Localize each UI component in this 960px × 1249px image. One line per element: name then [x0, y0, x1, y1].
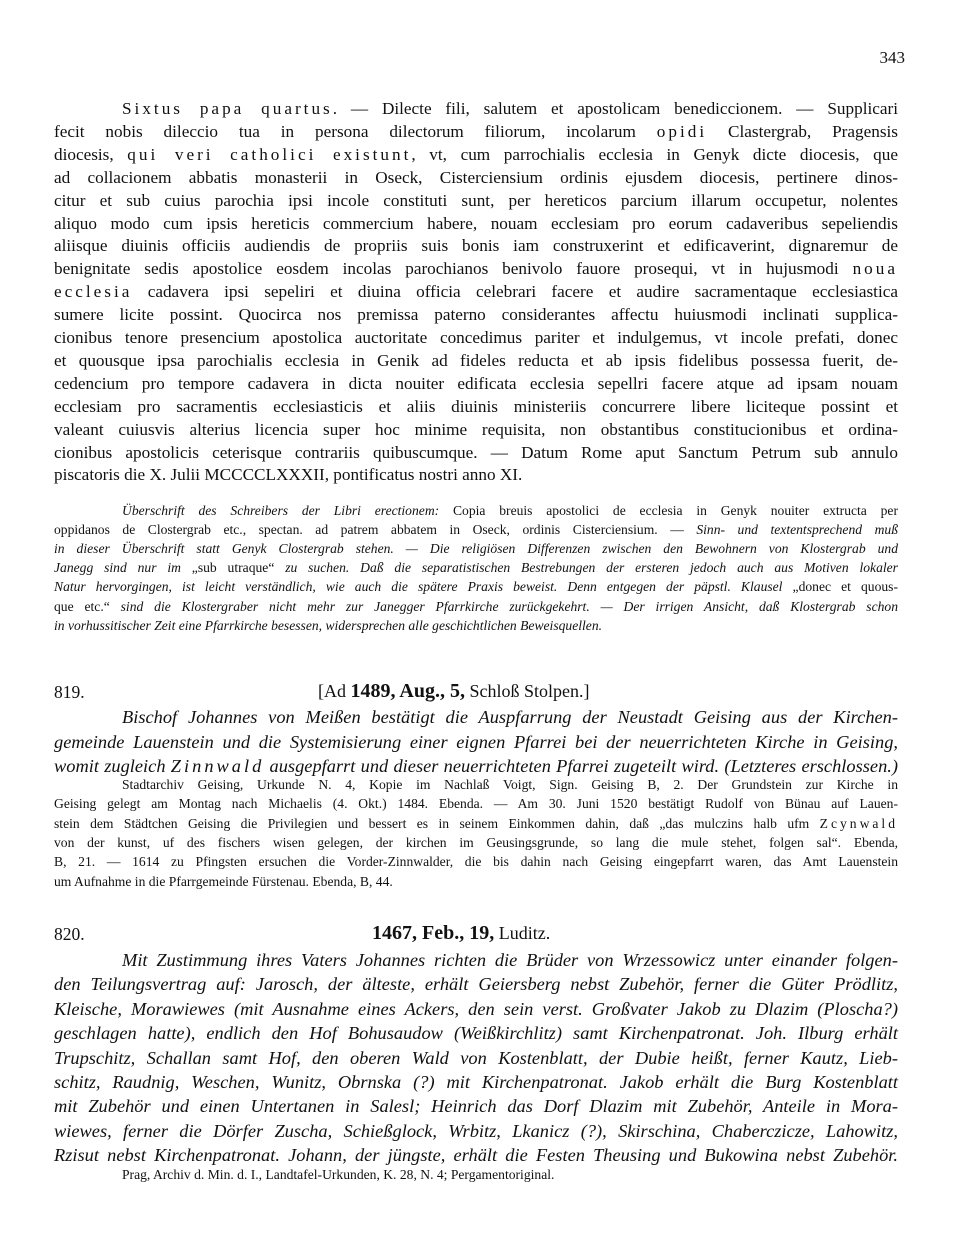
text-run: wiewes, ferner die Dörfer Zuscha, Schießglock, Wrbitz, Lkanicz (?), Skirschina, Chaberczicze, Lahowitz,	[54, 1120, 898, 1141]
text-line	[54, 282, 898, 302]
text-run: cadavera ipsi sepeliri et diuina officia celebrari facere et audire sacramentaque ecclesiastica	[132, 282, 898, 302]
note-line	[122, 503, 898, 519]
source-line	[54, 796, 898, 812]
text-run: mit Zubehör und einen Untertanen in Salesl; Heinrich das Dorf Dlazim mit Zubehör, Anteile in Mora-	[54, 1096, 898, 1117]
regest-line	[54, 756, 898, 777]
source-line	[54, 874, 898, 890]
source-line	[54, 816, 898, 832]
note-line	[54, 560, 898, 576]
regest-line	[54, 999, 898, 1020]
text-run: Kleische, Morawiewes (mit Ausnahme eines Ackers, den sein verst. Großvater Jakob zu Dlazim (Ploscha?)	[54, 998, 898, 1019]
text-line	[54, 236, 898, 256]
text-run: zu suchen. Daß die separatistischen Bestrebungen der ersteren jedoch auch aus Motiven lokaler	[274, 560, 898, 576]
text-run: opidi	[656, 121, 708, 141]
regest-line	[54, 1121, 898, 1142]
text-line	[54, 397, 898, 417]
regest-line	[54, 1145, 898, 1166]
note-line	[54, 599, 898, 615]
text-run: aliisque diuinis officiis audiendis de propriis suis bonis iam construxerint et edificaverint, dignaremur de	[54, 236, 898, 256]
text-line	[54, 351, 898, 371]
text-run: Mit Zustimmung ihres Vaters Johannes richten die Brüder von Wrzessowicz unter einander folgen-	[122, 950, 898, 970]
text-run: citur et sub cuius parochia ipsi incole constituti sunt, per hereticos parcium illarum occupetur, nolentes	[54, 190, 898, 210]
text-line	[54, 305, 898, 325]
text-run: et quousque ipsa parochialis ecclesia in Genik ad fideles reducta et ab ipsis fidelibus possessa fuerit, de-	[54, 350, 898, 370]
text-run: cedencium pro tempore cadavera in dicta nouiter edificata ecclesia sepellri facere atque ad ipsam nouam	[54, 373, 898, 393]
date-place: Luditz.	[494, 923, 551, 943]
text-run: den Teilungsvertrag auf: Jarosch, der älteste, erhält Geiersberg nebst Zubehör, ferner die Güter Prödlitz,	[54, 974, 898, 995]
note-line	[54, 522, 898, 538]
document-date	[318, 680, 589, 703]
text-run: „sub utraque“	[191, 560, 275, 576]
date-year: 1489	[350, 680, 391, 702]
text-run: Copia breuis apostolici de ecclesia in Genyk nouiter extructa per	[439, 503, 898, 518]
text-run: Sixtus papa quartus	[122, 99, 333, 118]
text-run: um Aufnahme in die Pfarrgemeinde Fürstenau. Ebenda, B, 44.	[54, 873, 393, 889]
text-run: ecclesiam pro sacramentis ecclesiasticis et aliis diuinis ministeriis concurrere libere liciteque possint et	[54, 396, 898, 416]
source-line	[122, 777, 898, 793]
text-run: geschlagen hatte), endlich den Hof Bohusaudow (Weißkirchlitz) samt Kirchenpatronat. Joh. Ilburg erhält	[54, 1023, 898, 1044]
text-line	[54, 122, 898, 142]
text-run: sind die Klostergraber nicht mehr zur Janegger Pfarrkirche zurückgekehrt. — Der irrigen Ansicht, daß Klostergrab schon	[109, 598, 899, 614]
text-run: piscatoris die X. Julii MCCCCLXXXII, pontificatus nostri anno XI.	[54, 465, 523, 485]
text-run: stein dem Städtchen Geising die Privilegien und bessert es in seinem Einkommen dahin, daß „das mulczins halb ufm	[54, 815, 820, 831]
regest-line	[122, 707, 898, 728]
text-line	[54, 374, 898, 394]
text-run: benignitate sedis apostolice eosdem incolas parochianos benivolo fauore prosequi, vt in hujusmodi	[54, 259, 853, 279]
text-run: sumere licite possint. Quocirca nos premissa paterno considerantes affectu huiusmodi inclinati supplica-	[54, 305, 898, 325]
text-run: schitz, Raudnig, Weschen, Wunitz, Obrnska (?) mit Kirchenpatronat. Jakob erhält die Burg Kostenblatt	[54, 1072, 898, 1092]
regest-line	[122, 950, 898, 971]
text-run: in dieser Überschrift statt Genyk Clostergrab stehen. — Die religiösen Differenzen zwischen den Bewohnern von Klostergrab und	[54, 541, 898, 557]
text-run: noua	[852, 259, 898, 279]
regest-line	[54, 1048, 898, 1069]
date-bold: 1467, Feb., 19,	[372, 922, 495, 944]
text-line	[54, 443, 898, 463]
text-run: Janegg sind nur im	[54, 560, 192, 576]
text-run: B, 21. — 1614 zu Pfingsten ersuchen die Vorder-Zinnwalder, die bis dahin nach Geising eingepfarrt waren, das Amt Lauenstein	[54, 854, 898, 870]
text-run: . — Dilecte fili, salutem et apostolicam benediccionem. — Supplicari	[332, 99, 899, 118]
text-run: valeant cuiusvis alterius licencia super hoc minime requisita, non obstantibus constitucionibus et ordina-	[54, 419, 898, 439]
text-run: oppidanos de Clostergrab etc., spectan. ad patrem abbatem in Oseck, ordinis Cisterciensium. —	[54, 522, 697, 538]
text-run: Rzisut nebst Kirchenpatronat. Johann, der jüngste, erhält die Festen Theusing und Bukowina nebst Zubehör.	[54, 1145, 898, 1166]
note-line	[54, 579, 898, 595]
source-line	[54, 835, 898, 851]
text-run: Überschrift des Schreibers der Libri erectionem:	[122, 503, 440, 518]
text-run: ecclesia	[54, 282, 133, 302]
text-run: Natur hervorgingen, ist leicht verständlich, wie auch die spätere Praxis beweist. Denn entgegen der päpstl. Klausel	[54, 579, 793, 595]
text-run: in vorhussitischer Zeit eine Pfarrkirche besessen, widersprechen alle geschichtlichen Beweisquellen.	[54, 617, 603, 633]
regest-line	[54, 974, 898, 995]
text-run: Clastergrab, Pragensis	[707, 121, 898, 141]
text-run: Trupschitz, Schallan samt Hof, den oberen Wald von Kostenblatt, der Dubie heißt, ferner Kautz, Lieb-	[54, 1047, 898, 1068]
text-run: diocesis,	[54, 144, 128, 164]
regest-line	[54, 1023, 898, 1044]
text-run: von der kunst, uf des fischers wisen gelegen, der kirchen im Geusingsgrunde, so lang die mule stehet, folgen sal“. Ebenda,	[54, 834, 898, 850]
text-run: cionibus tenore presencium apostolica auctoritate concedimus pariter et indulgemus, vt incole prefati, donec	[54, 328, 898, 347]
text-run: fecit nobis dileccio tua in persona dilectorum filiorum, incolarum	[54, 121, 657, 141]
text-run: womit zugleich	[54, 756, 171, 776]
text-run: qui veri catholici existunt	[127, 144, 412, 164]
regest-line	[54, 1096, 898, 1117]
text-run: gemeinde Lauenstein und die Systemisierung einer eignen Pfarrei bei der neuerrichteten Kirche in Geising,	[54, 731, 898, 752]
text-line	[54, 168, 898, 188]
text-run: Sinn- und textentsprechend muß	[696, 522, 898, 538]
text-line	[54, 145, 898, 165]
text-line	[54, 328, 898, 348]
date-middle: , Aug., 5,	[390, 680, 465, 702]
source-line	[54, 854, 898, 870]
text-run: Stadtarchiv Geising, Urkunde N. 4, Kopie im Nachlaß Voigt, Sign. Geising B, 2. Der Grundstein zur Kirche in	[122, 777, 898, 792]
text-line	[54, 420, 898, 440]
text-line	[54, 465, 898, 485]
text-run: cionibus apostolicis ceterisque contrariis quibuscumque. — Datum Rome aput Sanctum Petrum sub annulo	[54, 442, 898, 462]
text-line	[122, 99, 898, 119]
text-run: Zinnwald	[170, 756, 265, 776]
text-run: aliquo modo cum ipsis hereticis commercium habere, nouam ecclesiam pro eorum cadaveribus sepeliendis	[54, 213, 898, 233]
text-run: ad collacionem abbatis monasterii in Oseck, Cisterciensium ordinis ejusdem diocesis, pertinere dinos-	[54, 167, 898, 187]
regest-line	[54, 1072, 898, 1093]
text-run: , vt, cum parrochialis ecclesia in Genyk dicte diocesis, que	[411, 144, 898, 164]
note-line	[54, 618, 898, 634]
text-line	[54, 214, 898, 234]
text-run: Zcynwald	[819, 815, 898, 831]
text-line	[54, 259, 898, 279]
note-line	[54, 541, 898, 557]
text-run: ausgepfarrt und dieser neuerrichteten Pfarrei zugeteilt wird. (Letzteres erschlossen.)	[264, 756, 898, 776]
document-number: 820.	[54, 924, 85, 944]
text-line	[54, 191, 898, 211]
text-run: Bischof Johannes von Meißen bestätigt die Auspfarrung der Neustadt Geising aus der Kirchen-	[122, 707, 898, 727]
regest-line	[54, 732, 898, 753]
text-run: „donec et quous-	[792, 579, 898, 595]
page-number: 343	[879, 48, 905, 67]
source-note: Prag, Archiv d. Min. d. I., Landtafel-Urkunden, K. 28, N. 4; Pergamentoriginal.	[122, 1167, 555, 1182]
date-prefix: [Ad	[318, 681, 351, 701]
date-place: Schloß Stolpen.]	[464, 681, 590, 701]
document-date	[372, 922, 550, 945]
text-run: que etc.“	[54, 598, 110, 614]
document-number: 819.	[54, 682, 85, 702]
text-run: Geising gelegt am Montag nach Michaelis (4. Okt.) 1484. Ebenda. — Am 30. Juni 1520 bestätigt Rudolf von Bünau auf Lauen-	[54, 796, 898, 812]
